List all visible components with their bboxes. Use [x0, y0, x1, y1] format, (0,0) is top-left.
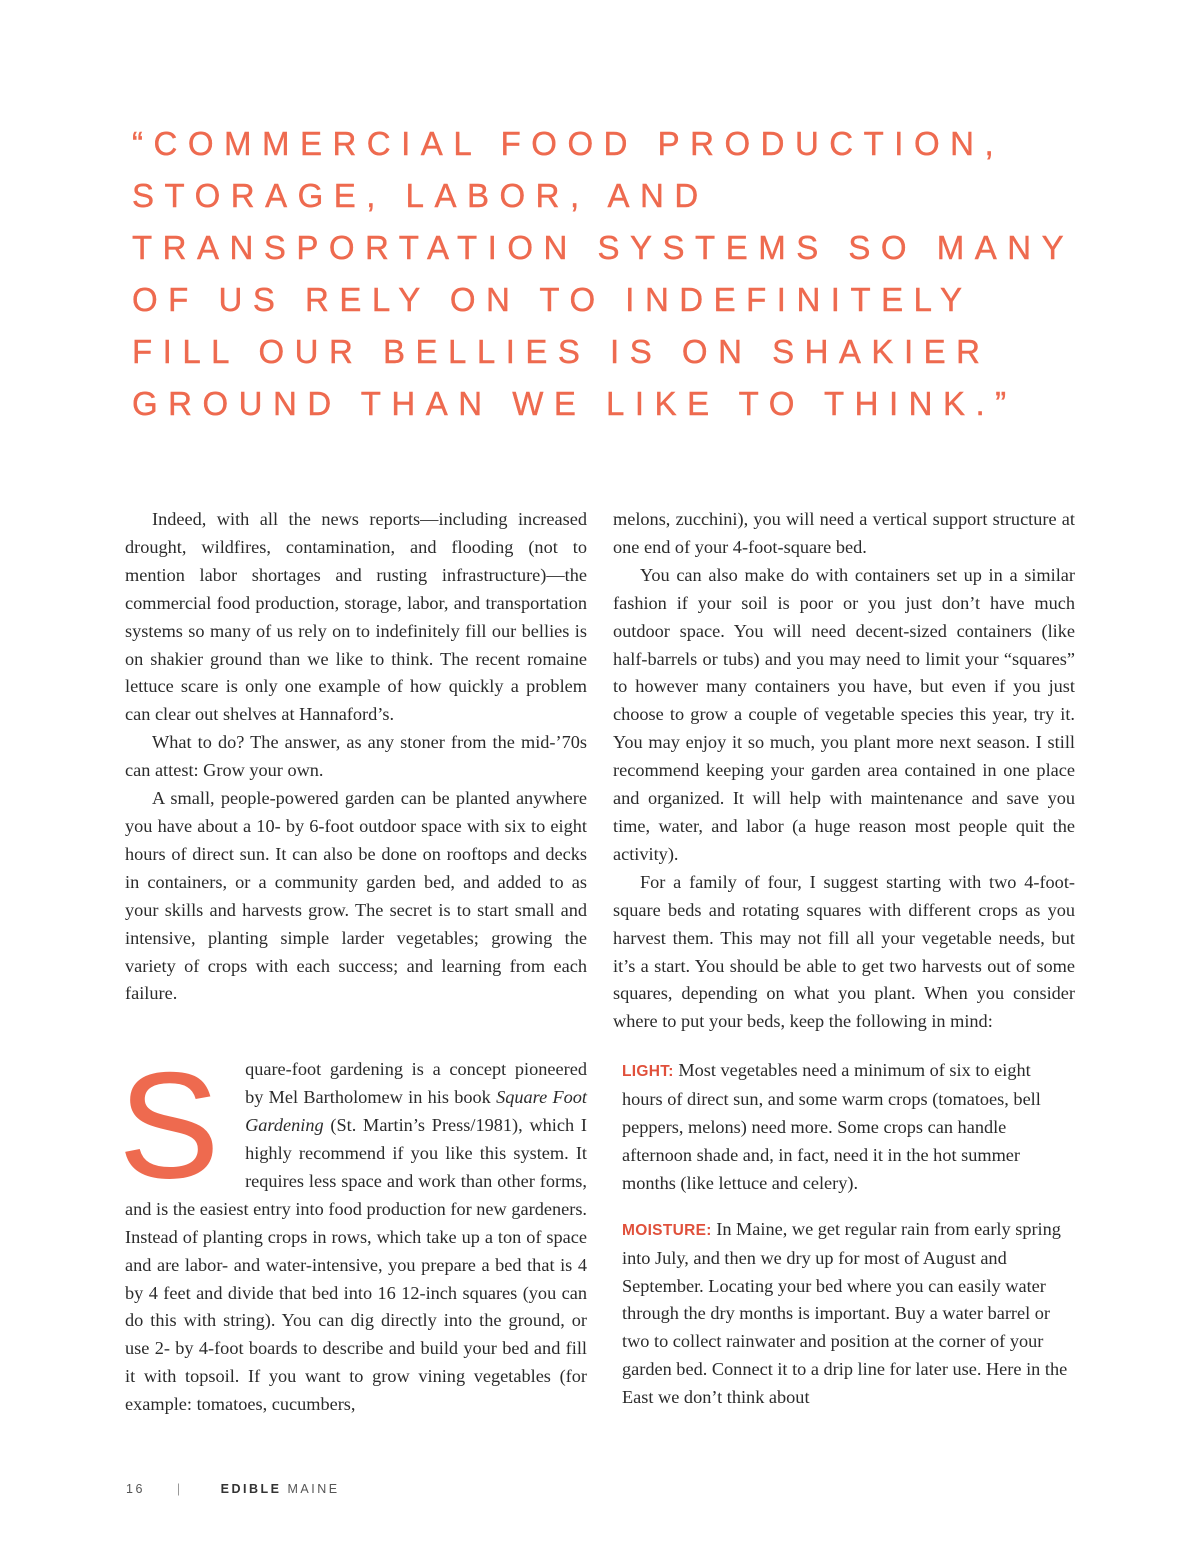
publication-name-light: MAINE — [287, 1482, 340, 1496]
body-paragraph: A small, people-powered garden can be planted anywhere you have about a 10- by 6-foot outdoor space with six to eight hours of direct sun. It can also be done on rooftops and decks in containers, or a community garden bed, and added to as your skills and harvests grow. The secret is to start small and intensive, planting simple larder vegetables; growing the variety of crops with each success; and learning from each failure. — [125, 788, 587, 1004]
publication-name-bold: EDIBLE — [220, 1482, 282, 1496]
pull-quote-line: TRANSPORTATION SYSTEMS SO MANY — [132, 229, 1075, 266]
page-number: 16 — [126, 1482, 145, 1496]
tip-moisture — [622, 1216, 1075, 1412]
book-title: Square Foot Gardening — [245, 1087, 587, 1136]
pull-quote — [132, 118, 1132, 430]
drop-cap-letter: S — [119, 1041, 220, 1210]
pull-quote-line: FILL OUR BELLIES IS ON SHAKIER — [132, 333, 991, 370]
tip-label: LIGHT: — [622, 1063, 674, 1081]
pull-quote-line: “COMMERCIAL FOOD PRODUCTION, — [132, 125, 1005, 162]
paragraph-text: quare-foot gardening is a concept pioneered by Mel Bartholomew in his book — [245, 1059, 587, 1108]
body-paragraph: melons, zucchini), you will need a vertical support structure at one end of your 4-foot-square bed. — [613, 509, 1075, 557]
tip-text: In Maine, we get regular rain from early spring into July, and then we dry up for most of August and September. Locating your bed where you can easily water through the dry months is important. Buy a water barrel or two to collect rainwater and position at the corner of your garden bed. Connect it to a drip line for later use. Here in the East we don’t think about — [622, 1218, 1068, 1408]
tip-label: MOISTURE: — [622, 1221, 712, 1239]
pull-quote-line: STORAGE, LABOR, AND — [132, 177, 709, 214]
tip-light — [622, 1057, 1075, 1198]
body-paragraph: You can also make do with containers set up in a similar fashion if your soil is poor or you just don’t have much outdoor space. You will need decent-sized containers (like half-barrels or tubs) and you may need to limit your “squares” to however many containers you have, but even if you just choose to grow a couple of vegetable species this year, try it. You may enjoy it so much, you plant more next season. I still recommend keeping your garden area contained in one place and organized. It will help with maintenance and save you time, water, and labor (a huge reason most people quit the activity). — [613, 564, 1075, 864]
paragraph-text: (St. Martin’s Press/1981), which I highly recommend if you like this system. It requires less space and work than other forms, and is the easiest entry into food production for new gardeners. Instead of planting crops in rows, which take up a ton of space and are labor- and water-intensive, you prepare a bed that is 4 by 4 feet and divide that bed into 16 12-inch squares (you can do this with string). You can dig directly into the ground, or use 2- by 4-foot boards to describe and build your bed and fill it with topsoil. If you want to grow vining vegetables (for example: tomatoes, cucumbers, — [125, 1115, 587, 1415]
tip-text: Most vegetables need a minimum of six to eight hours of direct sun, and some warm crops (tomatoes, bell peppers, melons) need more. Some crops can handle afternoon shade and, in fact, need it in the hot summer months (like lettuce and celery). — [622, 1060, 1041, 1193]
tips-list — [613, 1057, 1075, 1412]
page-footer — [126, 1482, 340, 1496]
pull-quote-line: OF US RELY ON TO INDEFINITELY — [132, 281, 973, 318]
left-column — [119, 506, 587, 1419]
body-paragraph: What to do? The answer, as any stoner from the mid-’70s can attest: Grow your own. — [125, 732, 587, 781]
pull-quote-line: GROUND THAN WE LIKE TO THINK.” — [132, 385, 1017, 422]
body-paragraph: For a family of four, I suggest starting with two 4-foot-square beds and rotating squares with different crops as you harvest them. This may not fill all your vegetable needs, but it’s a start. You should be able to get two harvests out of some squares, depending on what you plant. When you consider where to put your beds, keep the following in mind: — [613, 871, 1075, 1032]
footer-separator: | — [176, 1482, 183, 1496]
dropcap-section — [119, 1041, 587, 1419]
right-column — [613, 506, 1075, 1430]
body-paragraph: Indeed, with all the news reports—including increased drought, wildfires, contamination, and flooding (not to mention labor shortages and rusting infrastructure)—the commercial food production, storage, labor, and transportation systems so many of us rely on to indefinitely fill our bellies is on shakier ground than we like to think. The recent romaine lettuce scare is only one example of how quickly a problem can clear out shelves at Hannaford’s. — [125, 509, 587, 725]
